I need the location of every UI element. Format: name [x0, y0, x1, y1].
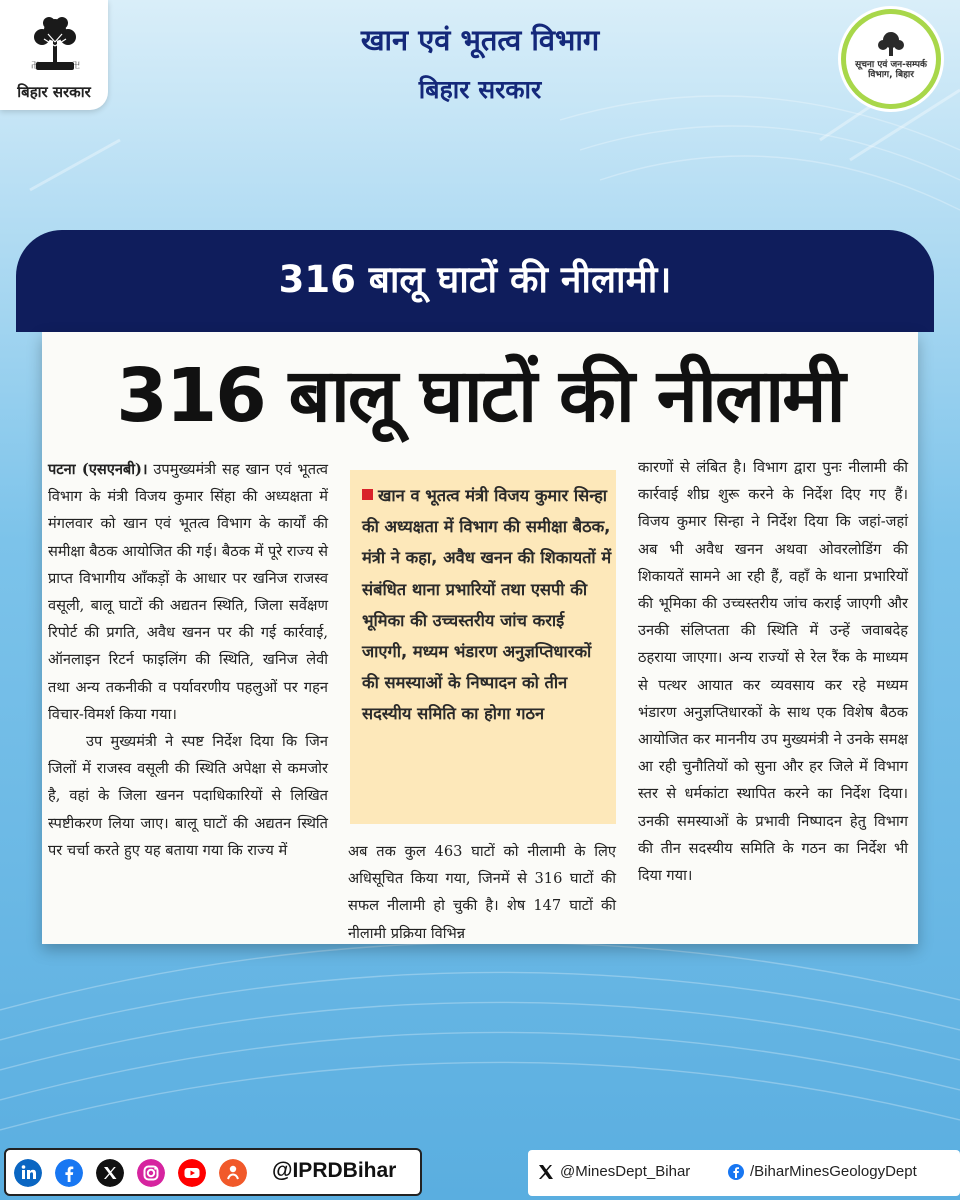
ipr-department-logo [846, 14, 936, 104]
svg-text:卍: 卍 [31, 61, 39, 70]
facebook-icon[interactable] [55, 1159, 83, 1187]
highlight-summary-text: खान व भूतत्व मंत्री विजय कुमार सिन्हा की अध्यक्षता में विभाग की समीक्षा बैठक, मंत्री ने कहा, अवैध खनन की शिकायतों में संबंधित थाना प्रभारियों तथा एसपी की भूमिका की उच्चस्तरीय जांच कराई जाएगी, मध्यम भंडारण अनुज्ञप्तिधारकों की समस्याओं के निष्पादन को तीन सदस्यीय समिति का होगा गठन [362, 486, 612, 724]
article-column-1 [48, 456, 328, 864]
column-1-paragraph-2: उप मुख्यमंत्री ने स्पष्ट निर्देश दिया कि जिन जिलों में राजस्व वसूली की स्थिति अपेक्षा से कमजोर है, वहां के जिला खनन पदाधिकारियों से लिखित स्पष्टीकरण लिया जाए। बालू घाटों की अद्यतन स्थिति पर चर्चा करते हुए यह बताया गया कि राज्य में [48, 733, 328, 859]
department-social-bar [528, 1150, 960, 1196]
ipr-logo-text: सूचना एवं जन-सम्पर्क विभाग, बिहार [855, 60, 927, 80]
facebook-handle[interactable]: /BiharMinesGeologyDept [750, 1163, 917, 1180]
headline-banner [16, 230, 934, 332]
youtube-icon[interactable] [178, 1159, 206, 1187]
red-bullet-icon [362, 489, 373, 500]
column-3-paragraph: कारणों से लंबित है। विभाग द्वारा पुनः नीलामी की कार्रवाई शीघ्र शुरू करने के निर्देश दिए गए हैं। विजय कुमार सिन्हा ने निर्देश दिया कि जहां-जहां अब भी अवैध खनन अथवा ओवरलोडिंग की शिकायतें सामने आ रही हैं, वहाँ के थाना प्रभारियों की भूमिका की उच्चस्तरीय जांच कराई जाएगी और उनकी संलिप्तता की स्थिति में उन्हें जवाबदेह ठहराया जाएगा। अन्य राज्यों से रेल रैंक के माध्यम से पत्थर आयात कर व्यवसाय कर रहे मध्यम भंडारण अनुज्ञप्तिधारकों के साथ एक विशेष बैठक आयोजित कर माननीय उप मुख्यमंत्री ने उनके समक्ष आ रही चुनौतियों को सुना और हर जिले में विभाग स्तर से धर्मकांटा स्थापित करने का निर्देश दिया। उनकी समस्याओं के प्रभावी निष्पादन हेतु विभाग की तीन सदस्यीय समिति के गठन का निर्देश भी दिया गया। [638, 459, 908, 885]
social-handles-bar [4, 1148, 422, 1196]
x-handle[interactable]: @MinesDept_Bihar [560, 1163, 691, 1180]
clipping-headline: 316 बालू घाटों की नीलामी [116, 353, 844, 439]
column-2-paragraph: अब तक कुल 463 घाटों को नीलामी के लिए अधिसूचित किया गया, जिनमें से 316 घाटों की सफल नीलामी हो चुकी है। शेष 147 घाटों की नीलामी प्रक्रिया विभिन्न [348, 843, 616, 942]
article-column-2 [348, 838, 616, 947]
highlight-box [350, 470, 616, 824]
x-icon[interactable] [96, 1159, 124, 1187]
instagram-icon[interactable] [137, 1159, 165, 1187]
dateline: पटना (एसएनबी)। [48, 461, 148, 478]
x-icon[interactable] [538, 1164, 554, 1180]
column-1-paragraph-1: उपमुख्यमंत्री सह खान एवं भूतत्व विभाग के मंत्री विजय कुमार सिंहा की अध्यक्षता में मंगलवार को खान एवं भूतत्व विभाग के कार्यों की समीक्षा बैठक आयोजित की गई। बैठक में पूरे राज्य से प्राप्त विभागीय आँकड़ों के आधार पर खनिज राजस्व वसूली, बालू घाटों की अद्यतन स्थिति, जिला सर्वेक्षण रिपोर्ट की प्रगति, अवैध खनन पर की गई कार्रवाई, ऑनलाइन रिटर्न फाइलिंग की स्थिति, खनिज लेवी तथा अन्य तकनीकी व पर्यावरणीय पहलुओं पर गहन विचार-विमर्श किया गया। [48, 461, 328, 723]
newspaper-clipping [42, 332, 918, 944]
linkedin-icon[interactable] [14, 1159, 42, 1187]
facebook-icon[interactable] [728, 1164, 744, 1180]
koo-icon[interactable] [219, 1159, 247, 1187]
iprd-handle[interactable]: @IPRDBihar [272, 1159, 397, 1182]
department-title: खान एवं भूतत्व विभाग [360, 23, 600, 57]
headline-banner-text: 316 बालू घाटों की नीलामी। [278, 258, 672, 301]
article-column-3 [638, 454, 908, 889]
ipr-emblem-icon [846, 14, 936, 104]
emblem-caption: बिहार सरकार [17, 83, 91, 101]
highlight-summary [362, 480, 612, 730]
svg-text:卍: 卍 [72, 61, 80, 70]
department-subtitle: बिहार सरकार [418, 75, 542, 104]
